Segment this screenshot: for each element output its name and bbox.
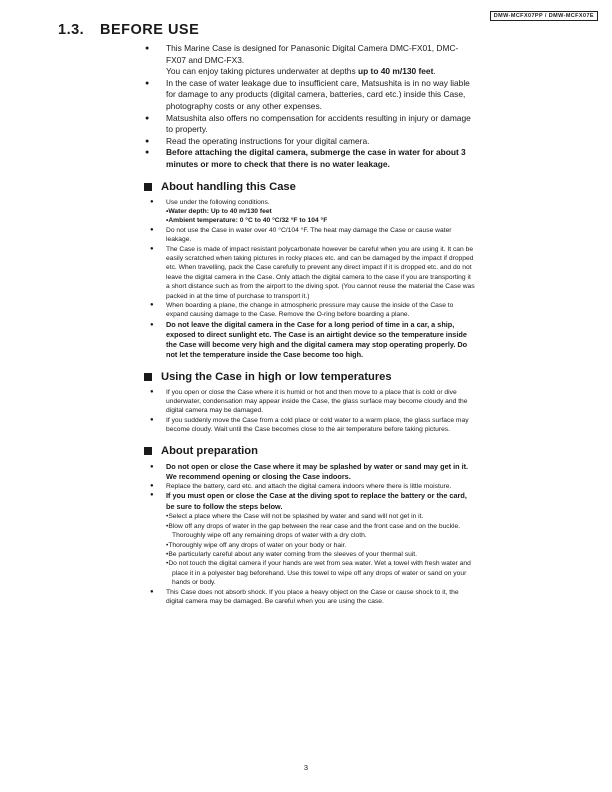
- intro-text: ● This Marine Case is designed for Panasonic Digital Camera DMC-FX01, DMC-FX07 and DMC-FX3.: [166, 43, 459, 65]
- intro-bold-text: ● Before attaching the digital camera, submerge the case in water for about 3 minutes or more to check that there is no water leakage.: [166, 147, 466, 169]
- sub-item: • Be particularly careful about any water coming from the sleeves of your thermal suit.: [166, 550, 475, 559]
- list-item: ● If you must open or close the Case at the diving spot to replace the battery or the card, be sure to follow the steps below. • Select a place where the Case will not be splashed by water and sand will not get in it. • Blow off any drops of water in the gap between the rear case and the front case and on the buckle. Thoroughly wipe off any remaining drops of water with a dry cloth. • Thoroughly wipe off any drops of water on your body or hair. • Be particularly careful about any water coming from the sleeves of your thermal suit. • Do not touch the digital camera if your hands are wet from sea water. Wet a towel with fresh water and place it in a polyester bag beforehand. Use this towel to wipe off any drops of water or sand on your hands or body.: [150, 491, 475, 587]
- intro-text: You can enjoy taking pictures underwater at depths: [166, 66, 358, 77]
- sub-item: • Select a place where the Case will not be splashed by water and sand will not get in it.: [166, 512, 475, 521]
- square-bullet-icon: [144, 183, 152, 191]
- handling-heading: About handling this Case: [144, 180, 475, 194]
- sub-item: • Water depth: Up to 40 m/130 feet: [166, 207, 475, 216]
- intro-item: [142, 43, 475, 78]
- intro-text: ● In the case of water leakage due to insufficient care, Matsushita is in no way liable for damage to any products (digital camera, batteries, card etc.) inside this Case, photography costs or any other expenses.: [166, 77, 470, 111]
- list-item: ● This Case does not absorb shock. If you place a heavy object on the Case or cause shock to it, the digital camera may be damaged. Be careful when you are using the case.: [150, 588, 475, 607]
- sub-item: • Blow off any drops of water in the gap between the rear case and the front case and on the buckle. Thoroughly wipe off any remaining drops of water with a dry cloth.: [166, 522, 475, 541]
- intro-text: ● Matsushita also offers no compensation for accidents resulting in injury or damage to property.: [166, 112, 471, 135]
- page-number: 3: [303, 763, 309, 772]
- temperatures-heading: Using the Case in high or low temperatures: [144, 370, 475, 384]
- intro-item: [142, 78, 475, 113]
- list-item: ● The Case is made of impact resistant polycarbonate however be careful when you are using it. It can be easily scratched when taking pictures in rocky places etc. and can be damaged by the impact if dropped etc. When travelling, pack the Case carefully to prevent any direct impact if it is dropped etc. and do not leave the digital camera in the Case. Only attach the digital camera to the case if you are transporting it a short distance such as from the airport to the diving spot. (You cannot reuse the material the Case was packed in at the time of purchase to transport it.): [150, 245, 475, 301]
- preparation-heading: About preparation: [144, 444, 475, 458]
- list-item: ● Do not open or close the Case where it may be splashed by water or sand may get in it. We recommend opening or closing the Case indoors.: [150, 462, 475, 482]
- handling-list: [150, 198, 475, 361]
- list-item: ● If you suddenly move the Case from a cold place or cold water to a warm place, the glass surface may become cloudy. Wait until the Case becomes close to the air temperature before taking pictures.: [150, 416, 475, 435]
- list-item: ● Replace the battery, card etc. and attach the digital camera indoors where there is little moisture.: [150, 482, 475, 491]
- intro-text: ● Read the operating instructions for your digital camera.: [166, 135, 370, 146]
- square-bullet-icon: [144, 447, 152, 455]
- list-item: ● Do not leave the digital camera in the Case for a long period of time in a car, a ship, exposed to direct sunlight etc. The Case is an airtight device so the temperature inside the Case will become very high and the digital camera may stop operating properly. Do not let the temperature inside the Case become too high.: [150, 320, 475, 361]
- sub-item: • Thoroughly wipe off any drops of water on your body or hair.: [166, 541, 475, 550]
- list-item: ● Do not use the Case in water over 40 °C/104 °F. The heat may damage the Case or cause water leakage.: [150, 226, 475, 245]
- temperatures-list: [150, 388, 475, 435]
- list-item: ● When boarding a plane, the change in atmospheric pressure may cause the inside of the Case to expand causing damage to the Case. Remove the O-ring before boarding a plane.: [150, 301, 475, 320]
- sub-item: • Ambient temperature: 0 °C to 40 °C/32 °F to 104 °F: [166, 216, 475, 225]
- list-item: ● If you open or close the Case where it is humid or hot and then move to a place that is cold or dive underwater, condensation may appear inside the Case, the glass surface may become cloudy and the digital camera may be damaged.: [150, 388, 475, 416]
- preparation-list: [150, 462, 475, 607]
- sub-item: • Do not touch the digital camera if your hands are wet from sea water. Wet a towel with fresh water and place it in a polyester bag beforehand. Use this towel to wipe off any drops of water or sand on your hands or body.: [166, 559, 475, 587]
- intro-depth-bold: up to 40 m/130 feet: [357, 66, 434, 77]
- section-number: 1.3.: [58, 22, 85, 38]
- intro-list: [142, 43, 475, 171]
- list-item: ● Use under the following conditions. • Water depth: Up to 40 m/130 feet • Ambient temperature: 0 °C to 40 °C/32 °F to 104 °F: [150, 198, 475, 226]
- section-title: [58, 22, 199, 38]
- square-bullet-icon: [144, 373, 152, 381]
- intro-text: .: [433, 66, 436, 77]
- page-content: [150, 43, 475, 606]
- section-title-text: BEFORE USE: [100, 22, 200, 38]
- intro-item: [142, 113, 475, 136]
- model-tag: DMW-MCFX07PP / DMW-MCFX07E: [490, 11, 598, 21]
- intro-item: [142, 136, 475, 148]
- intro-item: [142, 147, 475, 170]
